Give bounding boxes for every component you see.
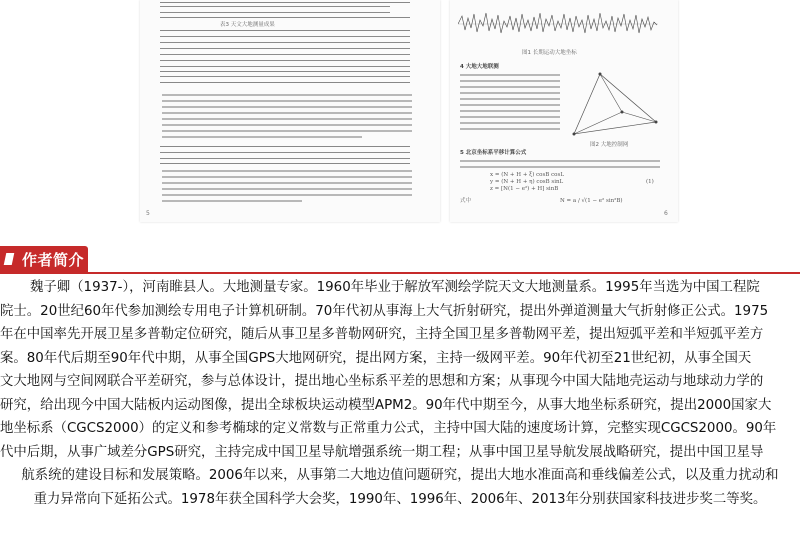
bio-line: 案。80年代后期至90年代中期，从事全国GPS大地网研究，提出网方案，主持一级网平差。90年代初至21世纪初，从事全国天: [0, 350, 752, 366]
bio-line: 代中后期，从事广域差分GPS研究，主持完成中国卫星导航增强系统一期工程；从事中国卫星导航发展战略研究，提出中国卫星导: [0, 444, 764, 460]
page-number: 5: [146, 210, 150, 217]
section-title: 作者简介: [22, 251, 85, 269]
paper-scan-area: [0, 0, 800, 232]
section-tab: [0, 246, 88, 272]
paper-page-right: 图1 长期运动大地坐标 4 大地大地联测 图2 大地控制网 5 北京坐标系平移计算公式 x = (N + H + ξ) cosB cosL y = (N + H + η) cosB sinL z = [N(1 − e²) + H] sinB (1) 式中 N = a / √(1 − e² sin²B) 6: [450, 0, 678, 222]
bio-line: 研究，给出现今中国大陆板内运动图像，提出全球板块运动模型APM2。90年代中期至今，从事大地坐标系研究，提出2000国家大: [0, 397, 772, 413]
bio-line: 文大地网与空间网联合平差研究，参与总体设计，提出地心坐标系平差的思想和方案；从事现今中国大陆地壳运动与地球动力学的: [0, 374, 764, 389]
section-marker-icon: [4, 253, 15, 265]
header-divider: [0, 272, 800, 274]
table-caption: 表3 天文大地测量成果: [220, 22, 275, 28]
author-intro-header: [0, 244, 800, 274]
right-heading-1: 4 大地大地联测: [460, 64, 499, 70]
paper-page-left: [140, 0, 440, 222]
author-biography: [0, 276, 800, 511]
triangulation-diagram: [570, 68, 670, 140]
signal-plot-figure: [458, 4, 670, 44]
bio-line: 年在中国率先开展卫星多普勒定位研究，随后从事卫星多普勒网研究，主持全国卫星多普勒网平差，提出短弧平差和半短弧平差方: [0, 327, 764, 342]
table-rule: [160, 2, 410, 3]
bio-line: 魏子卿（1937-），河南睢县人。大地测量专家。1960年毕业于解放军测绘学院天文大地测量系。1995年当选为中国工程院: [30, 280, 760, 295]
bio-line: 地坐标系（CGCS2000）的定义和参考椭球的定义常数与正常重力公式，主持中国大陆的速度场计算，完整实现CGCS2000。90年: [0, 421, 777, 436]
figure-caption-1: 图1 长期运动大地坐标: [522, 50, 577, 56]
bio-line: 航系统的建设目标和发展策略。2006年以来，从事第二大地边值问题研究，提出大地水准面高和垂线偏差公式，以及重力扰动和: [21, 468, 779, 483]
bio-line: 院士。20世纪60年代参加测绘专用电子计算机研制。70年代初从事海上大气折射研究，提出外弹道测量大气折射修正公式。1975: [0, 303, 769, 319]
page-number: 6: [664, 210, 668, 217]
right-heading-2: 5 北京坐标系平移计算公式: [460, 150, 527, 156]
figure-caption-2: 图2 大地控制网: [590, 142, 629, 148]
bio-line: 重力异常向下延拓公式。1978年获全国科学大会奖，1990年、1996年、2006年、2013年分别获国家科技进步奖二等奖。: [33, 491, 767, 507]
